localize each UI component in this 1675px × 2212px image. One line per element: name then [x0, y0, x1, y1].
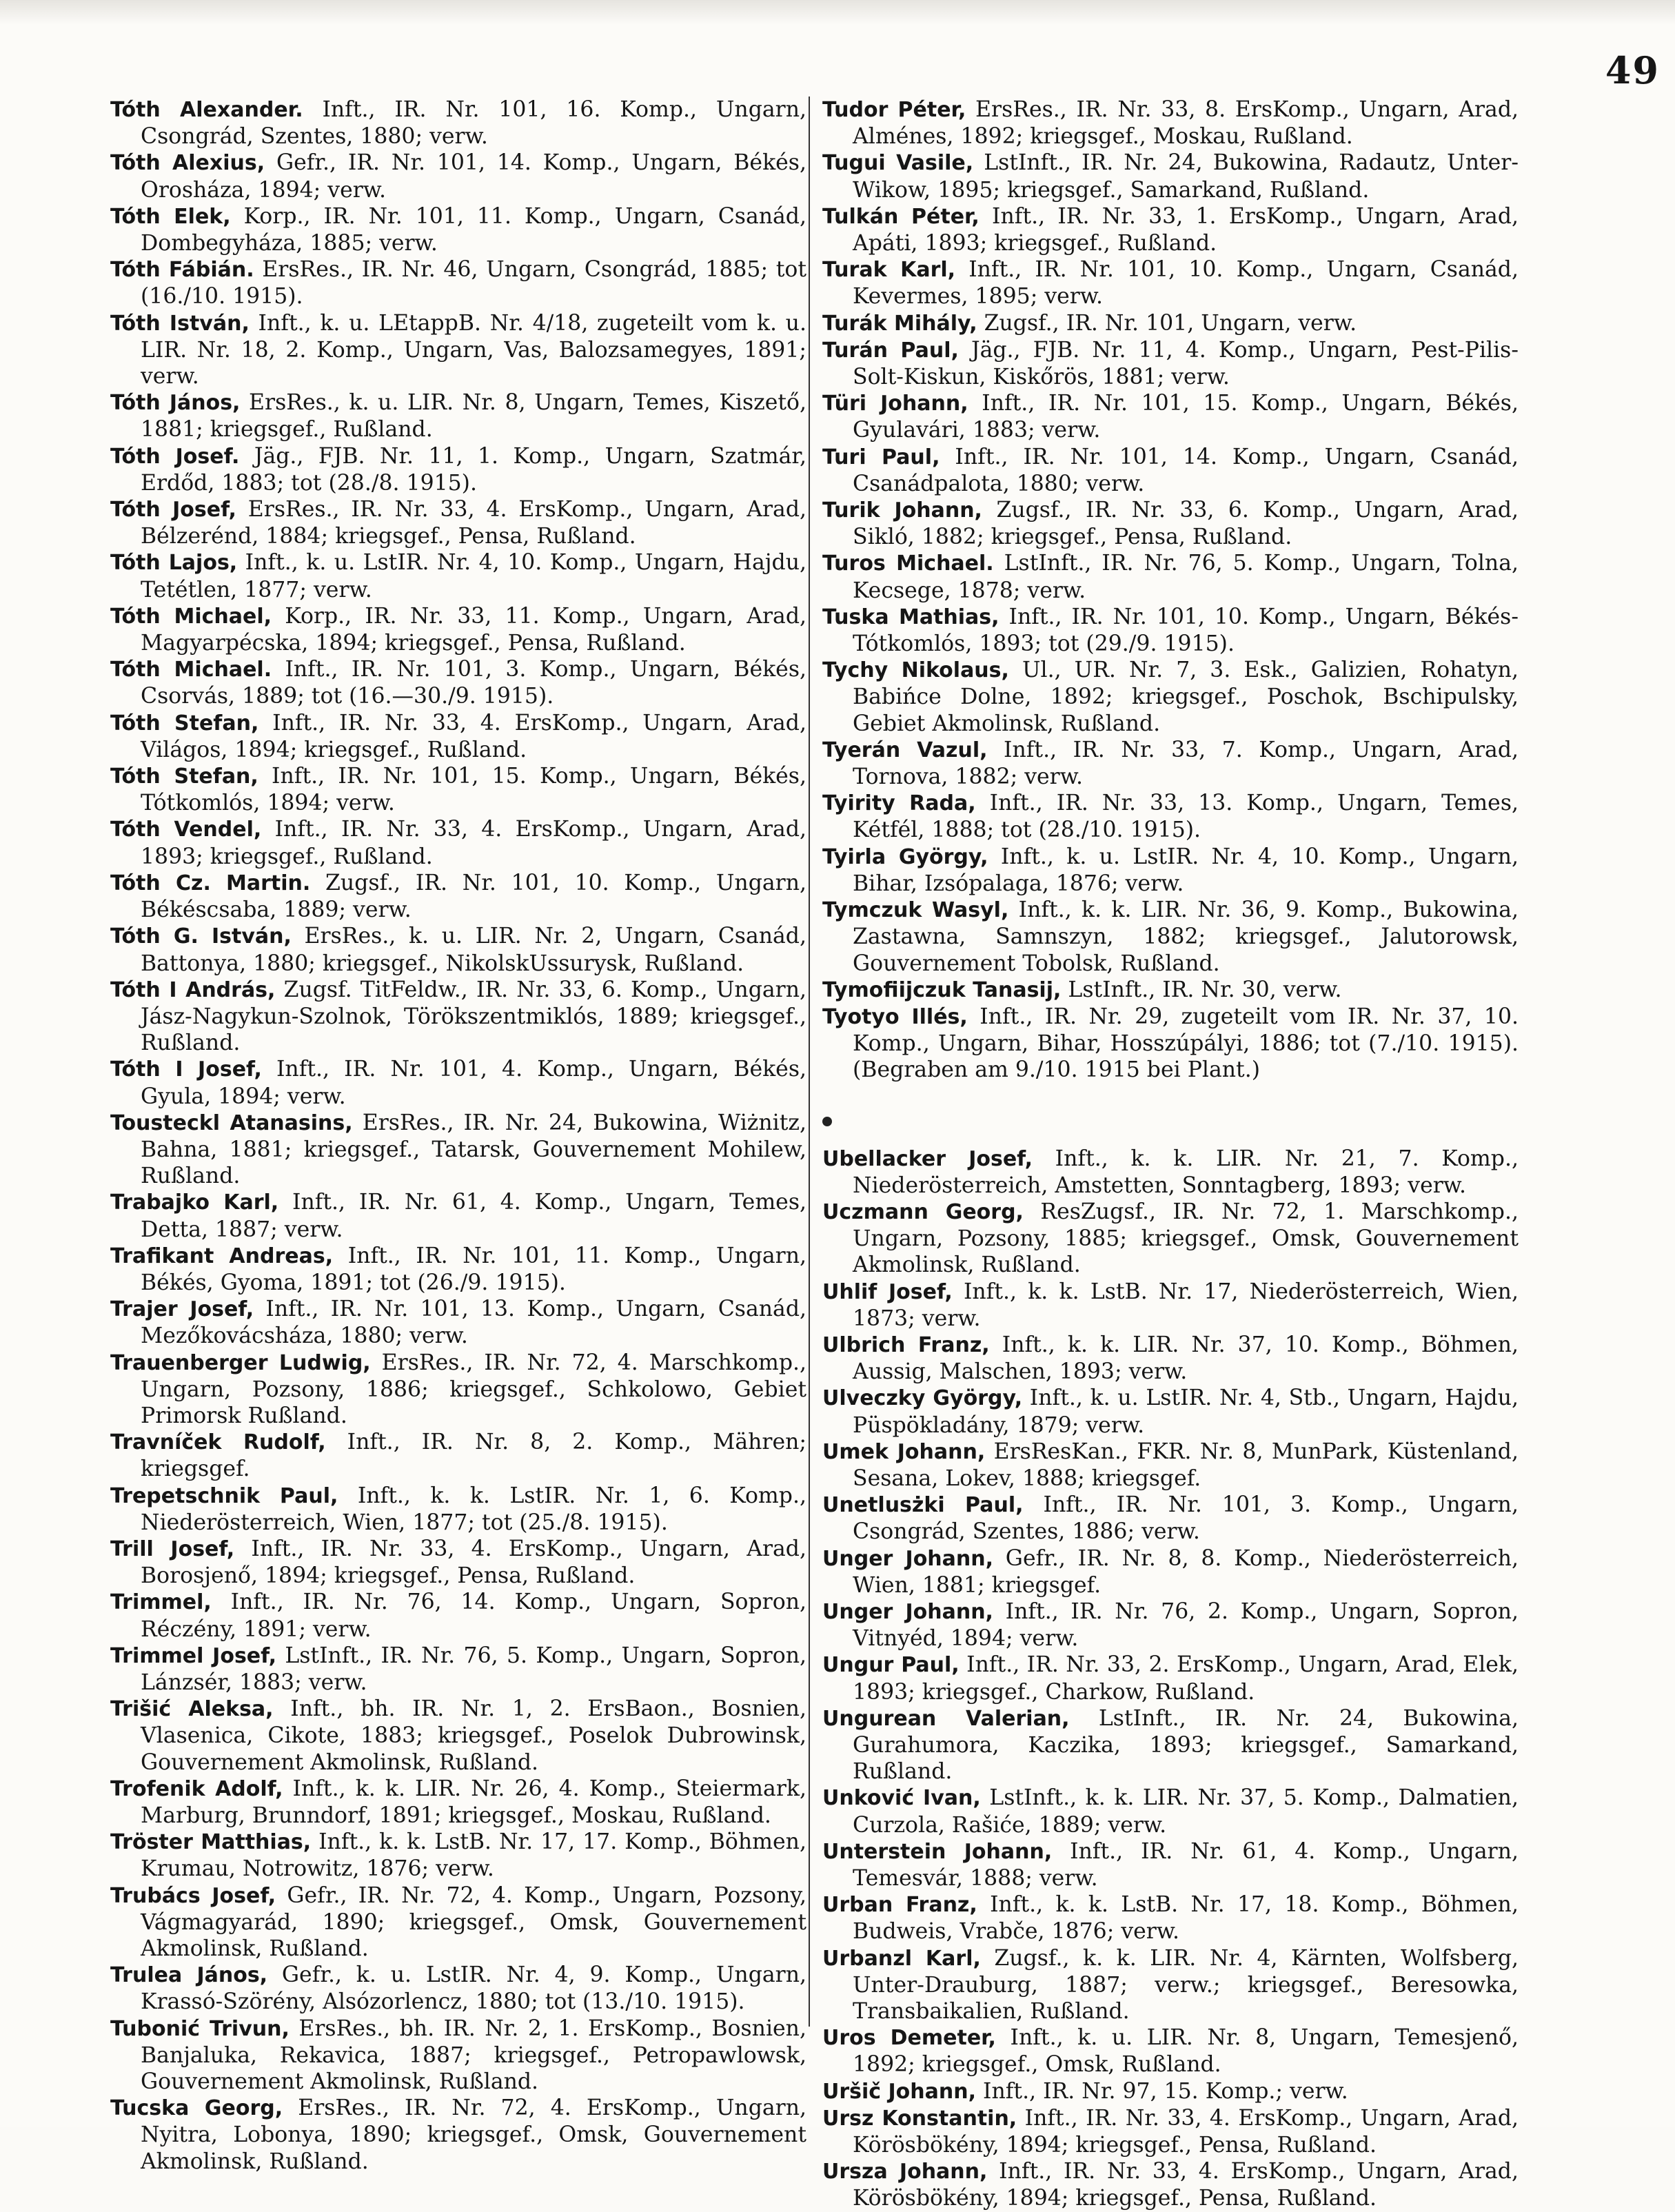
entry-details: Inft., IR. Nr. 76, 2. Komp., Ungarn, Sopron, Vitnyéd, 1894; verw. — [853, 1599, 1519, 1652]
entry-details: Inft., IR. Nr. 33, 13. Komp., Ungarn, Temes, Kétfél, 1888; tot (28./10. 1915). — [853, 791, 1519, 843]
entry-name: Tóth Lajos, — [110, 551, 238, 576]
entry-name: Trill Josef, — [110, 1536, 235, 1561]
entry-details: ErsRes., IR. Nr. 46, Ungarn, Csongrád, 1885; tot (16./10. 1915). — [141, 257, 806, 310]
entry-name: Tóth Cz. Martin. — [110, 871, 311, 895]
register-entry — [110, 1883, 806, 1962]
entry-name: Urbanzl Karl, — [822, 1946, 981, 1971]
register-entry — [110, 1056, 806, 1109]
register-entry — [822, 337, 1519, 390]
register-entry — [822, 1945, 1519, 2025]
entry-details: Inft., IR. Nr. 101, 13. Komp., Ungarn, Csanád, Mezőkovácsháza, 1880; verw. — [141, 1297, 806, 1349]
register-entry — [822, 2078, 1519, 2105]
entry-details: Inft., IR. Nr. 33, 4. ErsKomp., Ungarn, Arad, Borosjenő, 1894; kriegsgef., Pensa, Rußland. — [141, 1536, 806, 1589]
entry-details: ErsResKan., FKR. Nr. 8, MunPark, Küstenland, Sesana, Lokev, 1888; kriegsgef. — [853, 1439, 1519, 1491]
register-entry — [110, 1536, 806, 1589]
entry-details: Inft., IR. Nr. 101, 14. Komp., Ungarn, Csanád, Csanádpalota, 1880; verw. — [853, 444, 1519, 496]
entry-name: Tóth I András, — [110, 977, 276, 1002]
entry-name: Ursz Konstantin, — [822, 2106, 1017, 2131]
entry-details: Ul., UR. Nr. 7, 3. Esk., Galizien, Rohatyn, Babińce Dolne, 1892; kriegsgef., Poschok, Bschipulsky, Gebiet Akmolinsk, Rußland. — [853, 658, 1519, 736]
register-entry — [110, 1350, 806, 1430]
entry-name: Umek Johann, — [822, 1439, 986, 1464]
entry-details: Gefr., IR. Nr. 72, 4. Komp., Ungarn, Pozsony, Vágmagyarád, 1890; kriegsgef., Omsk, Gouvernement Akmolinsk, Rußland. — [141, 1883, 807, 1962]
register-entry — [110, 1243, 806, 1296]
entry-details: Inft., IR. Nr. 101, 11. Komp., Ungarn, Békés, Gyoma, 1891; tot (26./9. 1915). — [141, 1243, 806, 1295]
register-entry — [822, 2158, 1519, 2211]
register-entry — [110, 1962, 806, 2015]
register-entry — [110, 603, 806, 656]
entry-name: Unetlusżki Paul, — [822, 1493, 1024, 1518]
entry-details: ResZugsf., IR. Nr. 72, 1. Marschkomp., Ungarn, Pozsony, 1885; kriegsgef., Omsk, Gouvernement Akmolinsk, Rußland. — [853, 1199, 1519, 1278]
entry-details: Inft., IR. Nr. 33, 4. ErsKomp., Ungarn, Arad, Körösbökény, 1894; kriegsgef., Pensa, Rußland. — [853, 2159, 1519, 2211]
entry-details: Jäg., FJB. Nr. 11, 4. Komp., Ungarn, Pest-Pilis-Solt-Kiskun, Kiskőrös, 1881; verw. — [853, 337, 1519, 390]
entry-details: Inft., IR. Nr. 97, 15. Komp.; verw. — [976, 2078, 1348, 2104]
entry-details: Inft., k. k. LIR. Nr. 37, 10. Komp., Böhmen, Aussig, Malschen, 1893; verw. — [853, 1332, 1519, 1385]
register-entry — [822, 203, 1519, 256]
entry-name: Ulbrich Franz, — [822, 1332, 990, 1357]
entry-name: Tóth Elek, — [110, 204, 231, 229]
entry-details: Korp., IR. Nr. 33, 11. Komp., Ungarn, Arad, Magyarpécska, 1894; kriegsgef., Pensa, Rußland. — [141, 603, 807, 656]
entry-details: Inft., IR. Nr. 29, zugeteilt vom IR. Nr. 37, 10. Komp., Ungarn, Bihar, Hosszúpályi, 1886; tot (7./10. 1915). (Begraben am 9./10. 1915 bei Plant.) — [853, 1004, 1519, 1083]
entry-name: Unger Johann, — [822, 1546, 994, 1571]
register-entry — [822, 390, 1519, 443]
entry-details: Inft., IR. Nr. 101, 3. Komp., Ungarn, Csongrád, Szentes, 1886; verw. — [853, 1492, 1519, 1545]
entry-name: Trubács Josef, — [110, 1883, 276, 1908]
register-entry — [822, 897, 1519, 977]
entry-details: Inft., IR. Nr. 101, 4. Komp., Ungarn, Békés, Gyula, 1894; verw. — [141, 1057, 807, 1109]
entry-name: Tröster Matthias, — [110, 1830, 312, 1855]
entry-name: Tóth Michael, — [110, 604, 272, 629]
entry-details: ErsRes., IR. Nr. 33, 8. ErsKomp., Ungarn, Arad, Alménes, 1892; kriegsgef., Moskau, Rußland. — [853, 97, 1519, 150]
register-entry — [110, 977, 806, 1057]
register-entry — [822, 1004, 1519, 1084]
register-entry — [822, 1385, 1519, 1438]
entry-details: Inft., IR. Nr. 101, 15. Komp., Ungarn, Békés, Tótkomlós, 1894; verw. — [141, 764, 806, 816]
entry-details: Inft., IR. Nr. 101, 3. Komp., Ungarn, Békés, Csorvás, 1889; tot (16.—30./9. 1915). — [141, 657, 806, 709]
entry-details: Inft., k. k. LstIR. Nr. 1, 6. Komp., Niederösterreich, Wien, 1877; tot (25./8. 1915). — [141, 1483, 806, 1535]
entry-name: Tousteckl Atanasins, — [110, 1110, 353, 1135]
register-entry — [822, 444, 1519, 497]
entry-details: Inft., k. k. LIR. Nr. 36, 9. Komp., Bukowina, Zastawna, Samnszyn, 1882; kriegsgef., Jalutorowsk, Gouvernement Tobolsk, Rußland. — [853, 897, 1519, 976]
entry-details: Inft., k. k. LstB. Nr. 17, Niederösterreich, Wien, 1873; verw. — [853, 1279, 1519, 1331]
register-entry — [110, 763, 806, 816]
register-entry — [822, 1545, 1519, 1599]
entry-details: Korp., IR. Nr. 101, 11. Komp., Ungarn, Csanád, Dombegyháza, 1885; verw. — [141, 203, 806, 256]
entry-details: ErsRes., IR. Nr. 72, 4. ErsKomp., Ungarn, Nyitra, Lobonya, 1890; kriegsgef., Omsk, Gouvernement Akmolinsk, Rußland. — [141, 2096, 806, 2174]
entry-details: Inft., IR. Nr. 33, 4. ErsKomp., Ungarn, Arad, 1893; kriegsgef., Rußland. — [141, 817, 806, 869]
register-entry — [110, 1429, 806, 1482]
register-entry — [110, 2095, 806, 2175]
entry-name: Tóth Josef. — [110, 444, 240, 469]
register-entry — [822, 790, 1519, 843]
entry-details: Gefr., k. u. LstIR. Nr. 4, 9. Komp., Ungarn, Krassó-Szörény, Alsózorlencz, 1880; tot (13./10. 1915). — [141, 1962, 806, 2015]
register-entry — [822, 737, 1519, 790]
entry-details: ErsRes., IR. Nr. 72, 4. Marschkomp., Ungarn, Pozsony, 1886; kriegsgef., Schkolowo, Gebiet Primorsk Rußland. — [141, 1350, 807, 1428]
entry-details: Inft., k. k. LstB. Nr. 17, 17. Komp., Böhmen, Krumau, Notrowitz, 1876; verw. — [141, 1829, 806, 1882]
entry-details: LstInft., IR. Nr. 30, verw. — [1061, 977, 1342, 1002]
entry-details: Gefr., IR. Nr. 8, 8. Komp., Niederösterreich, Wien, 1881; kriegsgef. — [853, 1545, 1519, 1598]
register-entry — [110, 1296, 806, 1349]
entry-details: Inft., k. k. LIR. Nr. 21, 7. Komp., Niederösterreich, Amstetten, Sonntagberg, 1893; verw. — [853, 1146, 1519, 1198]
column-divider — [809, 97, 810, 2027]
register-entry — [110, 1110, 806, 1190]
entry-details: Inft., k. u. LstIR. Nr. 4, 10. Komp., Ungarn, Hajdu, Tetétlen, 1877; verw. — [141, 550, 806, 602]
entry-details: Zugsf., k. k. LIR. Nr. 4, Kärnten, Wolfsberg, Unter-Drauburg, 1887; verw.; kriegsgef., Beresowka, Transbaikalien, Rußland. — [853, 1945, 1519, 2025]
entry-name: Tyirity Rada, — [822, 791, 976, 816]
entry-name: Uršič Johann, — [822, 2079, 977, 2104]
entry-name: Trafikant Andreas, — [110, 1244, 334, 1268]
entry-name: Tóth Fábián. — [110, 258, 254, 283]
entry-details: Jäg., FJB. Nr. 11, 1. Komp., Ungarn, Szatmár, Erdőd, 1883; tot (28./8. 1915). — [141, 443, 807, 496]
section-bullet-icon — [822, 1117, 832, 1126]
register-entry — [822, 1891, 1519, 1945]
register-entry — [110, 389, 806, 443]
register-entry — [822, 844, 1519, 897]
entry-details: Inft., IR. Nr. 101, 10. Komp., Ungarn, Csanád, Kevermes, 1895; verw. — [853, 257, 1519, 310]
entry-details: Inft., k. u. LEtappB. Nr. 4/18, zugeteilt vom k. u. LIR. Nr. 18, 2. Komp., Ungarn, Vas, Balozsamegyes, 1891; verw. — [141, 310, 806, 389]
entry-details: ErsRes., IR. Nr. 33, 4. ErsKomp., Ungarn, Arad, Bélzerénd, 1884; kriegsgef., Pensa, Rußland. — [141, 497, 807, 549]
entry-name: Tóth G. István, — [110, 924, 292, 949]
entry-name: Tugui Vasile, — [822, 151, 974, 176]
entry-name: Trabajko Karl, — [110, 1190, 279, 1215]
entry-details: Inft., IR. Nr. 33, 2. ErsKomp., Ungarn, Arad, Elek, 1893; kriegsgef., Charkow, Rußland. — [853, 1652, 1519, 1705]
entry-details: Inft., IR. Nr. 61, 4. Komp., Ungarn, Temes, Detta, 1887; verw. — [141, 1190, 807, 1242]
entry-name: Trulea János, — [110, 1963, 268, 1988]
register-entry — [110, 310, 806, 390]
register-entry — [822, 550, 1519, 603]
entry-name: Turak Karl, — [822, 258, 956, 283]
register-entry — [822, 1199, 1519, 1279]
entry-name: Turán Paul, — [822, 338, 959, 363]
entry-name: Trimmel, — [110, 1590, 212, 1615]
entry-name: Tóth Alexander. — [110, 98, 303, 122]
register-entry — [110, 256, 806, 310]
entry-name: Tyerán Vazul, — [822, 738, 988, 762]
register-entry — [822, 1705, 1519, 1785]
register-entry — [110, 1696, 806, 1776]
register-entry — [822, 1652, 1519, 1705]
register-entry — [110, 203, 806, 256]
entry-details: Inft., IR. Nr. 8, 2. Komp., Mähren; kriegsgef. — [141, 1430, 806, 1482]
register-entry — [110, 710, 806, 763]
entry-details: Inft., IR. Nr. 33, 7. Komp., Ungarn, Arad, Tornova, 1882; verw. — [853, 737, 1519, 790]
register-entry — [822, 2025, 1519, 2078]
entry-details: LstInft., IR. Nr. 76, 5. Komp., Ungarn, Sopron, Lánzsér, 1883; verw. — [141, 1643, 806, 1695]
register-entry — [110, 1776, 806, 1829]
entry-name: Unger Johann, — [822, 1599, 993, 1624]
left-column — [110, 97, 806, 2175]
entry-name: Turi Paul, — [822, 445, 940, 469]
register-entry — [110, 496, 806, 549]
register-entry — [822, 1332, 1519, 1385]
entry-details: Inft., k. u. LIR. Nr. 8, Ungarn, Temesjenő, 1892; kriegsgef., Omsk, Rußland. — [853, 2025, 1519, 2078]
entry-details: Inft., k. u. LstIR. Nr. 4, 10. Komp., Ungarn, Bihar, Izsópalaga, 1876; verw. — [853, 844, 1519, 896]
entry-details: ErsRes., k. u. LIR. Nr. 8, Ungarn, Temes, Kiszető, 1881; kriegsgef., Rußland. — [141, 390, 806, 443]
register-entry — [110, 870, 806, 923]
register-entry — [822, 1492, 1519, 1545]
entry-details: Inft., k. k. LstB. Nr. 17, 18. Komp., Böhmen, Budweis, Vrabče, 1876; verw. — [853, 1892, 1519, 1945]
entry-details: ErsRes., IR. Nr. 24, Bukowina, Wiżnitz, Bahna, 1881; kriegsgef., Tatarsk, Gouvernement Mohilew, Rußland. — [141, 1110, 807, 1189]
entry-name: Ulveczky György, — [822, 1386, 1023, 1411]
register-entry — [822, 256, 1519, 310]
entry-name: Turos Michael. — [822, 551, 994, 576]
register-entry — [822, 1599, 1519, 1652]
entry-name: Trepetschnik Paul, — [110, 1483, 338, 1508]
entry-details: Zugsf., IR. Nr. 101, Ungarn, verw. — [977, 310, 1357, 336]
entry-name: Tucska Georg, — [110, 2096, 283, 2121]
entry-details: Inft., IR. Nr. 76, 14. Komp., Ungarn, Sopron, Réczény, 1891; verw. — [141, 1590, 806, 1642]
entry-details: Inft., bh. IR. Nr. 1, 2. ErsBaon., Bosnien, Vlasenica, Cikote, 1883; kriegsgef., Poselok Dubrowinsk, Gouvernement Akmolinsk, Rußland. — [141, 1696, 806, 1775]
entry-name: Trofenik Adolf, — [110, 1776, 283, 1801]
entry-details: LstInft., IR. Nr. 24, Bukowina, Gurahumora, Kaczika, 1893; kriegsgef., Samarkand, Rußland. — [853, 1705, 1519, 1785]
entry-details: LstInft., IR. Nr. 76, 5. Komp., Ungarn, Tolna, Kecsege, 1878; verw. — [853, 551, 1519, 603]
register-entry — [822, 497, 1519, 550]
entry-name: Ubellacker Josef, — [822, 1146, 1033, 1171]
register-entry — [110, 549, 806, 602]
entry-name: Türi Johann, — [822, 392, 968, 416]
register-entry — [822, 657, 1519, 737]
entry-details: Inft., IR. Nr. 61, 4. Komp., Ungarn, Temesvár, 1888; verw. — [853, 1838, 1519, 1891]
register-entry — [110, 816, 806, 869]
entry-name: Trajer Josef, — [110, 1297, 254, 1322]
entry-name: Tóth János, — [110, 391, 241, 416]
register-entry — [822, 1785, 1519, 1838]
entry-name: Travníček Rudolf, — [110, 1430, 326, 1455]
entry-name: Tulkán Péter, — [822, 204, 979, 229]
entry-name: Tóth Stefan, — [110, 764, 258, 789]
entry-name: Tóth I Josef, — [110, 1057, 262, 1082]
entry-name: Urban Franz, — [822, 1893, 977, 1918]
register-entry — [822, 604, 1519, 657]
entry-details: Zugsf., IR. Nr. 101, 10. Komp., Ungarn, Békéscsaba, 1889; verw. — [141, 870, 806, 923]
entry-name: Uros Demeter, — [822, 2026, 996, 2051]
entry-name: Tóth Michael. — [110, 658, 272, 682]
entry-name: Tyotyo Illés, — [822, 1004, 968, 1029]
entry-name: Trauenberger Ludwig, — [110, 1350, 371, 1375]
entry-name: Tymofiijczuk Tanasij, — [822, 977, 1062, 1002]
entry-name: Ungur Paul, — [822, 1653, 960, 1678]
entry-details: Inft., IR. Nr. 33, 4. ErsKomp., Ungarn, Arad, Körösbökény, 1894; kriegsgef., Pensa, Rußland. — [853, 2105, 1519, 2158]
entry-name: Tubonić Trivun, — [110, 2016, 290, 2041]
entry-details: Inft., IR. Nr. 33, 1. ErsKomp., Ungarn, Arad, Apáti, 1893; kriegsgef., Rußland. — [853, 203, 1519, 256]
entry-name: Trimmel Josef, — [110, 1643, 276, 1668]
register-entry — [822, 310, 1519, 337]
entry-name: Uhlif Josef, — [822, 1279, 953, 1304]
entry-details: Inft., k. u. LstIR. Nr. 4, Stb., Ungarn, Hajdu, Püspökladány, 1879; verw. — [853, 1386, 1519, 1438]
entry-name: Tuska Mathias, — [822, 605, 999, 629]
register-entry — [110, 1589, 806, 1642]
page-top-edge — [0, 0, 1675, 25]
entry-name: Tóth Stefan, — [110, 711, 259, 735]
register-entry — [110, 2016, 806, 2096]
page-number: 49 — [1605, 48, 1660, 92]
entry-name: Uczmann Georg, — [822, 1199, 1024, 1224]
register-entry — [110, 656, 806, 709]
entry-details: Gefr., IR. Nr. 101, 14. Komp., Ungarn, Békés, Orosháza, 1894; verw. — [141, 150, 806, 203]
entry-name: Tychy Nikolaus, — [822, 658, 1009, 683]
register-entry — [110, 923, 806, 976]
register-entry — [110, 443, 806, 496]
entry-name: Tóth Alexius, — [110, 151, 265, 176]
entry-details: Inft., IR. Nr. 33, 4. ErsKomp., Ungarn, Arad, Világos, 1894; kriegsgef., Rußland. — [141, 710, 806, 762]
entry-name: Tudor Péter, — [822, 98, 966, 122]
entry-name: Ursza Johann, — [822, 2160, 988, 2184]
register-entry — [822, 977, 1519, 1004]
entry-name: Tóth Josef, — [110, 498, 236, 522]
register-entry — [110, 1483, 806, 1536]
entry-name: Unković Ivan, — [822, 1786, 981, 1811]
entry-name: Tóth Vendel, — [110, 818, 262, 842]
right-column — [822, 97, 1519, 2212]
entry-details: LstInft., IR. Nr. 24, Bukowina, Radautz, Unter-Wikow, 1895; kriegsgef., Samarkand, Rußland. — [853, 150, 1519, 203]
entry-details: LstInft., k. k. LIR. Nr. 37, 5. Komp., Dalmatien, Curzola, Rašiće, 1889; verw. — [853, 1785, 1519, 1838]
section-gap — [822, 1084, 1519, 1110]
entry-details: Zugsf., IR. Nr. 33, 6. Komp., Ungarn, Arad, Sikló, 1882; kriegsgef., Pensa, Rußland. — [853, 498, 1519, 550]
entry-details: Inft., IR. Nr. 101, 16. Komp., Ungarn, Csongrád, Szentes, 1880; verw. — [141, 97, 806, 150]
entry-details: ErsRes., bh. IR. Nr. 2, 1. ErsKomp., Bosnien, Banjaluka, Rekavica, 1887; kriegsgef., Petropawlowsk, Gouvernement Akmolinsk, Rußland. — [141, 2016, 806, 2095]
register-entry — [822, 150, 1519, 203]
register-entry — [110, 97, 806, 150]
register-entry — [822, 97, 1519, 150]
entry-name: Turák Mihály, — [822, 311, 977, 336]
entry-name: Unterstein Johann, — [822, 1839, 1053, 1864]
entry-name: Tymczuk Wasyl, — [822, 898, 1009, 923]
register-entry — [822, 1439, 1519, 1492]
entry-details: Inft., IR. Nr. 101, 15. Komp., Ungarn, Békés, Gyulavári, 1883; verw. — [853, 391, 1519, 443]
register-entry — [822, 2105, 1519, 2158]
entry-name: Ungurean Valerian, — [822, 1706, 1070, 1731]
register-entry — [822, 1279, 1519, 1332]
register-entry — [822, 1838, 1519, 1891]
entry-details: Inft., k. k. LIR. Nr. 26, 4. Komp., Steiermark, Marburg, Brunndorf, 1891; kriegsgef., Moskau, Rußland. — [141, 1776, 806, 1828]
entry-details: ErsRes., k. u. LIR. Nr. 2, Ungarn, Csanád, Battonya, 1880; kriegsgef., NikolskUssurysk, Rußland. — [141, 924, 806, 976]
register-entry — [110, 150, 806, 203]
entry-details: Inft., IR. Nr. 101, 10. Komp., Ungarn, Békés-Tótkomlós, 1893; tot (29./9. 1915). — [853, 604, 1519, 657]
entry-name: Tóth István, — [110, 311, 250, 336]
entry-details: Zugsf. TitFeldw., IR. Nr. 33, 6. Komp., Ungarn, Jász-Nagykun-Szolnok, Törökszentmiklós, 1889; kriegsgef., Rußland. — [141, 977, 806, 1056]
entry-name: Turik Johann, — [822, 498, 982, 523]
register-entry — [110, 1643, 806, 1696]
register-entry — [822, 1146, 1519, 1199]
register-entry — [110, 1189, 806, 1242]
register-entry — [110, 1829, 806, 1882]
entry-name: Tyirla György, — [822, 844, 988, 869]
entry-name: Trišić Aleksa, — [110, 1697, 274, 1722]
